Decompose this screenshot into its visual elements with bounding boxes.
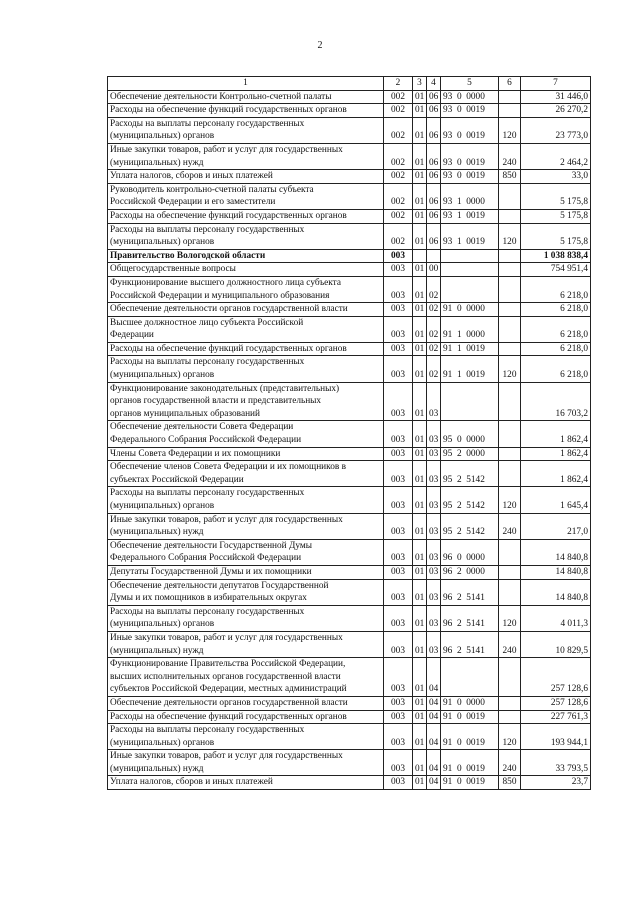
expense-type-cell [499,183,521,209]
target-article-cell: 96 2 0000 [441,565,499,579]
subsection-code-cell: 03 [427,382,441,421]
section-code-cell: 01 [413,539,427,565]
section-code-cell: 01 [413,487,427,513]
admin-code-cell: 003 [384,382,413,421]
expense-type-cell [499,658,521,697]
amount-cell: 1 038 838,4 [521,249,591,263]
target-article-cell: 95 2 5142 [441,513,499,539]
admin-code-cell: 002 [384,170,413,184]
expense-type-cell [499,316,521,342]
expense-name-cell: Функционирование высшего должностного лица субъекта Российской Федерации и муниципального образования [108,276,384,302]
amount-cell: 6 218,0 [521,356,591,382]
admin-code-cell: 002 [384,223,413,249]
expense-name-cell: Обеспечение деятельности Контрольно-счетной палаты [108,90,384,104]
expense-type-cell [499,209,521,223]
expense-type-cell: 240 [499,750,521,776]
header-cell: 5 [441,77,499,91]
expense-type-cell: 850 [499,776,521,790]
subsection-code-cell: 04 [427,776,441,790]
expense-name-cell: Обеспечение деятельности Государственной Думы Федерального Собрания Российской Федерации [108,539,384,565]
table-row [108,342,591,356]
target-article-cell: 93 0 0019 [441,104,499,118]
expense-type-cell [499,104,521,118]
section-code-cell: 01 [413,183,427,209]
expense-type-cell: 850 [499,170,521,184]
subsection-code-cell: 00 [427,263,441,277]
admin-code-cell: 003 [384,461,413,487]
section-code-cell: 01 [413,117,427,143]
amount-cell: 2 464,2 [521,143,591,169]
subsection-code-cell: 03 [427,579,441,605]
section-code-cell: 01 [413,303,427,317]
expense-type-cell: 240 [499,143,521,169]
section-code-cell: 01 [413,316,427,342]
admin-code-cell: 003 [384,631,413,657]
expense-type-cell: 120 [499,605,521,631]
subsection-code-cell: 04 [427,750,441,776]
subsection-code-cell: 04 [427,710,441,724]
subsection-code-cell: 02 [427,356,441,382]
table-row [108,513,591,539]
expense-name-cell: Обеспечение деятельности органов государственной власти [108,696,384,710]
table-row [108,750,591,776]
amount-cell: 5 175,8 [521,183,591,209]
header-cell: 3 [413,77,427,91]
section-code-cell: 01 [413,356,427,382]
expense-type-cell [499,263,521,277]
table-row [108,631,591,657]
expense-name-cell: Иные закупки товаров, работ и услуг для государственных (муниципальных) нужд [108,513,384,539]
section-code-cell: 01 [413,421,427,447]
table-row [108,421,591,447]
expense-name-cell: Уплата налогов, сборов и иных платежей [108,170,384,184]
table-row [108,710,591,724]
header-cell: 7 [521,77,591,91]
table-row [108,461,591,487]
subsection-code-cell: 03 [427,461,441,487]
subsection-code-cell: 02 [427,303,441,317]
subsection-code-cell: 06 [427,90,441,104]
target-article-cell: 93 1 0019 [441,223,499,249]
admin-code-cell: 003 [384,356,413,382]
section-code-cell: 01 [413,104,427,118]
admin-code-cell: 003 [384,513,413,539]
table-row [108,565,591,579]
amount-cell: 33 793,5 [521,750,591,776]
expense-name-cell: Руководитель контрольно-счетной палаты субъекта Российской Федерации и его заместители [108,183,384,209]
admin-code-cell: 003 [384,249,413,263]
expense-name-cell: Иные закупки товаров, работ и услуг для государственных (муниципальных) нужд [108,631,384,657]
table-row [108,696,591,710]
amount-cell: 31 446,0 [521,90,591,104]
target-article-cell: 95 0 0000 [441,421,499,447]
amount-cell: 1 862,4 [521,461,591,487]
expense-name-cell: Обеспечение деятельности Совета Федерации Федерального Собрания Российской Федерации [108,421,384,447]
expense-type-cell [499,447,521,461]
section-code-cell: 01 [413,776,427,790]
expense-name-cell: Депутаты Государственной Думы и их помощники [108,565,384,579]
expense-name-cell: Расходы на обеспечение функций государственных органов [108,209,384,223]
admin-code-cell: 002 [384,183,413,209]
section-code-cell: 01 [413,276,427,302]
admin-code-cell: 002 [384,209,413,223]
expense-name-cell: Обеспечение деятельности органов государственной власти [108,303,384,317]
target-article-cell: 96 2 5141 [441,605,499,631]
subsection-code-cell: 06 [427,183,441,209]
admin-code-cell: 003 [384,776,413,790]
expense-type-cell: 120 [499,724,521,750]
table-row [108,90,591,104]
subsection-code-cell: 03 [427,487,441,513]
expense-type-cell: 120 [499,223,521,249]
target-article-cell [441,276,499,302]
amount-cell: 23,7 [521,776,591,790]
target-article-cell [441,263,499,277]
amount-cell: 5 175,8 [521,209,591,223]
section-code-cell: 01 [413,579,427,605]
table-row [108,249,591,263]
target-article-cell: 93 0 0019 [441,117,499,143]
budget-table [107,76,591,790]
expense-name-cell: Обеспечение членов Совета Федерации и их помощников в субъектах Российской Федерации [108,461,384,487]
expense-name-cell: Члены Совета Федерации и их помощники [108,447,384,461]
target-article-cell: 95 2 5142 [441,461,499,487]
section-code-cell: 01 [413,658,427,697]
amount-cell: 6 218,0 [521,316,591,342]
target-article-cell: 93 0 0019 [441,170,499,184]
section-code-cell: 01 [413,750,427,776]
table-row [108,658,591,697]
amount-cell: 217,0 [521,513,591,539]
subsection-code-cell: 03 [427,447,441,461]
admin-code-cell: 003 [384,658,413,697]
admin-code-cell: 003 [384,263,413,277]
target-article-cell [441,658,499,697]
section-code-cell: 01 [413,342,427,356]
section-code-cell: 01 [413,565,427,579]
table-row [108,104,591,118]
target-article-cell: 91 0 0000 [441,696,499,710]
amount-cell: 14 840,8 [521,539,591,565]
section-code-cell: 01 [413,263,427,277]
subsection-code-cell: 03 [427,605,441,631]
section-code-cell: 01 [413,143,427,169]
target-article-cell: 93 1 0019 [441,209,499,223]
table-row [108,605,591,631]
header-cell: 4 [427,77,441,91]
admin-code-cell: 003 [384,421,413,447]
expense-type-cell: 120 [499,356,521,382]
amount-cell: 14 840,8 [521,579,591,605]
section-code-cell: 01 [413,710,427,724]
amount-cell: 6 218,0 [521,303,591,317]
target-article-cell: 93 0 0000 [441,90,499,104]
amount-cell: 5 175,8 [521,223,591,249]
admin-code-cell: 002 [384,117,413,143]
subsection-code-cell: 02 [427,276,441,302]
admin-code-cell: 003 [384,447,413,461]
expense-type-cell [499,303,521,317]
section-code-cell: 01 [413,382,427,421]
target-article-cell: 96 2 5141 [441,631,499,657]
amount-cell: 14 840,8 [521,565,591,579]
expense-name-cell: Расходы на выплаты персоналу государственных (муниципальных) органов [108,605,384,631]
table-row [108,382,591,421]
expense-type-cell [499,539,521,565]
expense-name-cell: Расходы на выплаты персоналу государственных (муниципальных) органов [108,117,384,143]
subsection-code-cell: 04 [427,658,441,697]
subsection-code-cell: 03 [427,631,441,657]
admin-code-cell: 003 [384,605,413,631]
subsection-code-cell: 03 [427,513,441,539]
admin-code-cell: 002 [384,104,413,118]
subsection-code-cell: 03 [427,539,441,565]
amount-cell: 23 773,0 [521,117,591,143]
expense-type-cell [499,461,521,487]
amount-cell: 1 862,4 [521,421,591,447]
expense-name-cell: Иные закупки товаров, работ и услуг для государственных (муниципальных) нужд [108,143,384,169]
target-article-cell: 91 1 0019 [441,342,499,356]
subsection-code-cell: 06 [427,104,441,118]
target-article-cell: 91 0 0019 [441,750,499,776]
expense-name-cell: Функционирование законодательных (представительных) органов государственной власти и представительных органов муниципальных образований [108,382,384,421]
subsection-code-cell: 06 [427,143,441,169]
expense-name-cell: Расходы на выплаты персоналу государственных (муниципальных) органов [108,724,384,750]
section-code-cell: 01 [413,447,427,461]
section-code-cell: 01 [413,724,427,750]
target-article-cell: 91 1 0019 [441,356,499,382]
section-code-cell: 01 [413,170,427,184]
target-article-cell [441,382,499,421]
expense-name-cell: Расходы на выплаты персоналу государственных (муниципальных) органов [108,223,384,249]
subsection-code-cell: 02 [427,316,441,342]
amount-cell: 193 944,1 [521,724,591,750]
expense-type-cell [499,276,521,302]
expense-type-cell [499,696,521,710]
admin-code-cell: 003 [384,565,413,579]
amount-cell: 6 218,0 [521,276,591,302]
target-article-cell: 91 0 0019 [441,724,499,750]
admin-code-cell: 003 [384,487,413,513]
table-row [108,263,591,277]
subsection-code-cell: 06 [427,117,441,143]
expense-type-cell [499,90,521,104]
table-row [108,776,591,790]
table-row [108,316,591,342]
expense-type-cell: 120 [499,487,521,513]
admin-code-cell: 002 [384,143,413,169]
admin-code-cell: 003 [384,750,413,776]
table-row [108,724,591,750]
section-code-cell: 01 [413,461,427,487]
section-code-cell: 01 [413,605,427,631]
subsection-code-cell: 03 [427,421,441,447]
expense-type-cell: 240 [499,513,521,539]
section-code-cell: 01 [413,513,427,539]
subsection-code-cell: 02 [427,342,441,356]
section-code-cell [413,249,427,263]
table-row [108,117,591,143]
expense-type-cell [499,710,521,724]
amount-cell: 4 011,3 [521,605,591,631]
expense-type-cell: 120 [499,117,521,143]
table-row [108,209,591,223]
expense-name-cell: Расходы на выплаты персоналу государственных (муниципальных) органов [108,356,384,382]
subsection-code-cell: 06 [427,223,441,249]
admin-code-cell: 003 [384,696,413,710]
admin-code-cell: 003 [384,342,413,356]
amount-cell: 1 862,4 [521,447,591,461]
expense-name-cell: Уплата налогов, сборов и иных платежей [108,776,384,790]
target-article-cell: 96 0 0000 [441,539,499,565]
page-number: 2 [317,40,323,51]
section-code-cell: 01 [413,90,427,104]
subsection-code-cell: 03 [427,565,441,579]
amount-cell: 26 270,2 [521,104,591,118]
header-cell: 2 [384,77,413,91]
table-row [108,223,591,249]
admin-code-cell: 003 [384,724,413,750]
expense-name-cell: Правительство Вологодской области [108,249,384,263]
table-row [108,276,591,302]
section-code-cell: 01 [413,631,427,657]
expense-name-cell: Расходы на обеспечение функций государственных органов [108,104,384,118]
expense-name-cell: Расходы на выплаты персоналу государственных (муниципальных) органов [108,487,384,513]
amount-cell: 16 703,2 [521,382,591,421]
header-cell: 6 [499,77,521,91]
table-row [108,183,591,209]
admin-code-cell: 003 [384,710,413,724]
amount-cell: 257 128,6 [521,658,591,697]
expense-name-cell: Расходы на обеспечение функций государственных органов [108,342,384,356]
expense-type-cell [499,565,521,579]
expense-name-cell: Иные закупки товаров, работ и услуг для государственных (муниципальных) нужд [108,750,384,776]
admin-code-cell: 003 [384,539,413,565]
admin-code-cell: 003 [384,303,413,317]
target-article-cell: 91 1 0000 [441,316,499,342]
header-cell: 1 [108,77,384,91]
expense-type-cell [499,249,521,263]
table-header-row [108,77,591,91]
section-code-cell: 01 [413,696,427,710]
target-article-cell: 91 0 0019 [441,710,499,724]
amount-cell: 227 761,3 [521,710,591,724]
amount-cell: 10 829,5 [521,631,591,657]
table-row [108,170,591,184]
target-article-cell: 91 0 0000 [441,303,499,317]
table-row [108,579,591,605]
target-article-cell: 91 0 0019 [441,776,499,790]
section-code-cell: 01 [413,223,427,249]
expense-type-cell [499,342,521,356]
expense-name-cell: Обеспечение деятельности депутатов Государственной Думы и их помощников в избирательных округах [108,579,384,605]
expense-type-cell [499,421,521,447]
table-row [108,356,591,382]
admin-code-cell: 003 [384,316,413,342]
subsection-code-cell [427,249,441,263]
table-row [108,487,591,513]
target-article-cell: 95 2 5142 [441,487,499,513]
amount-cell: 257 128,6 [521,696,591,710]
amount-cell: 6 218,0 [521,342,591,356]
admin-code-cell: 002 [384,90,413,104]
amount-cell: 754 951,4 [521,263,591,277]
expense-type-cell [499,382,521,421]
table-row [108,143,591,169]
admin-code-cell: 003 [384,276,413,302]
target-article-cell: 93 0 0019 [441,143,499,169]
expense-name-cell: Функционирование Правительства Российской Федерации, высших исполнительных органов государственной власти субъектов Российской Федерации, местных администраций [108,658,384,697]
expense-name-cell: Высшее должностное лицо субъекта Российской Федерации [108,316,384,342]
target-article-cell: 96 2 5141 [441,579,499,605]
section-code-cell: 01 [413,209,427,223]
subsection-code-cell: 06 [427,209,441,223]
amount-cell: 33,0 [521,170,591,184]
subsection-code-cell: 06 [427,170,441,184]
table-row [108,447,591,461]
admin-code-cell: 003 [384,579,413,605]
amount-cell: 1 645,4 [521,487,591,513]
expense-name-cell: Расходы на обеспечение функций государственных органов [108,710,384,724]
expense-name-cell: Общегосударственные вопросы [108,263,384,277]
table-row [108,539,591,565]
target-article-cell: 95 2 0000 [441,447,499,461]
target-article-cell [441,249,499,263]
subsection-code-cell: 04 [427,724,441,750]
table-row [108,303,591,317]
expense-type-cell: 240 [499,631,521,657]
subsection-code-cell: 04 [427,696,441,710]
target-article-cell: 93 1 0000 [441,183,499,209]
expense-type-cell [499,579,521,605]
